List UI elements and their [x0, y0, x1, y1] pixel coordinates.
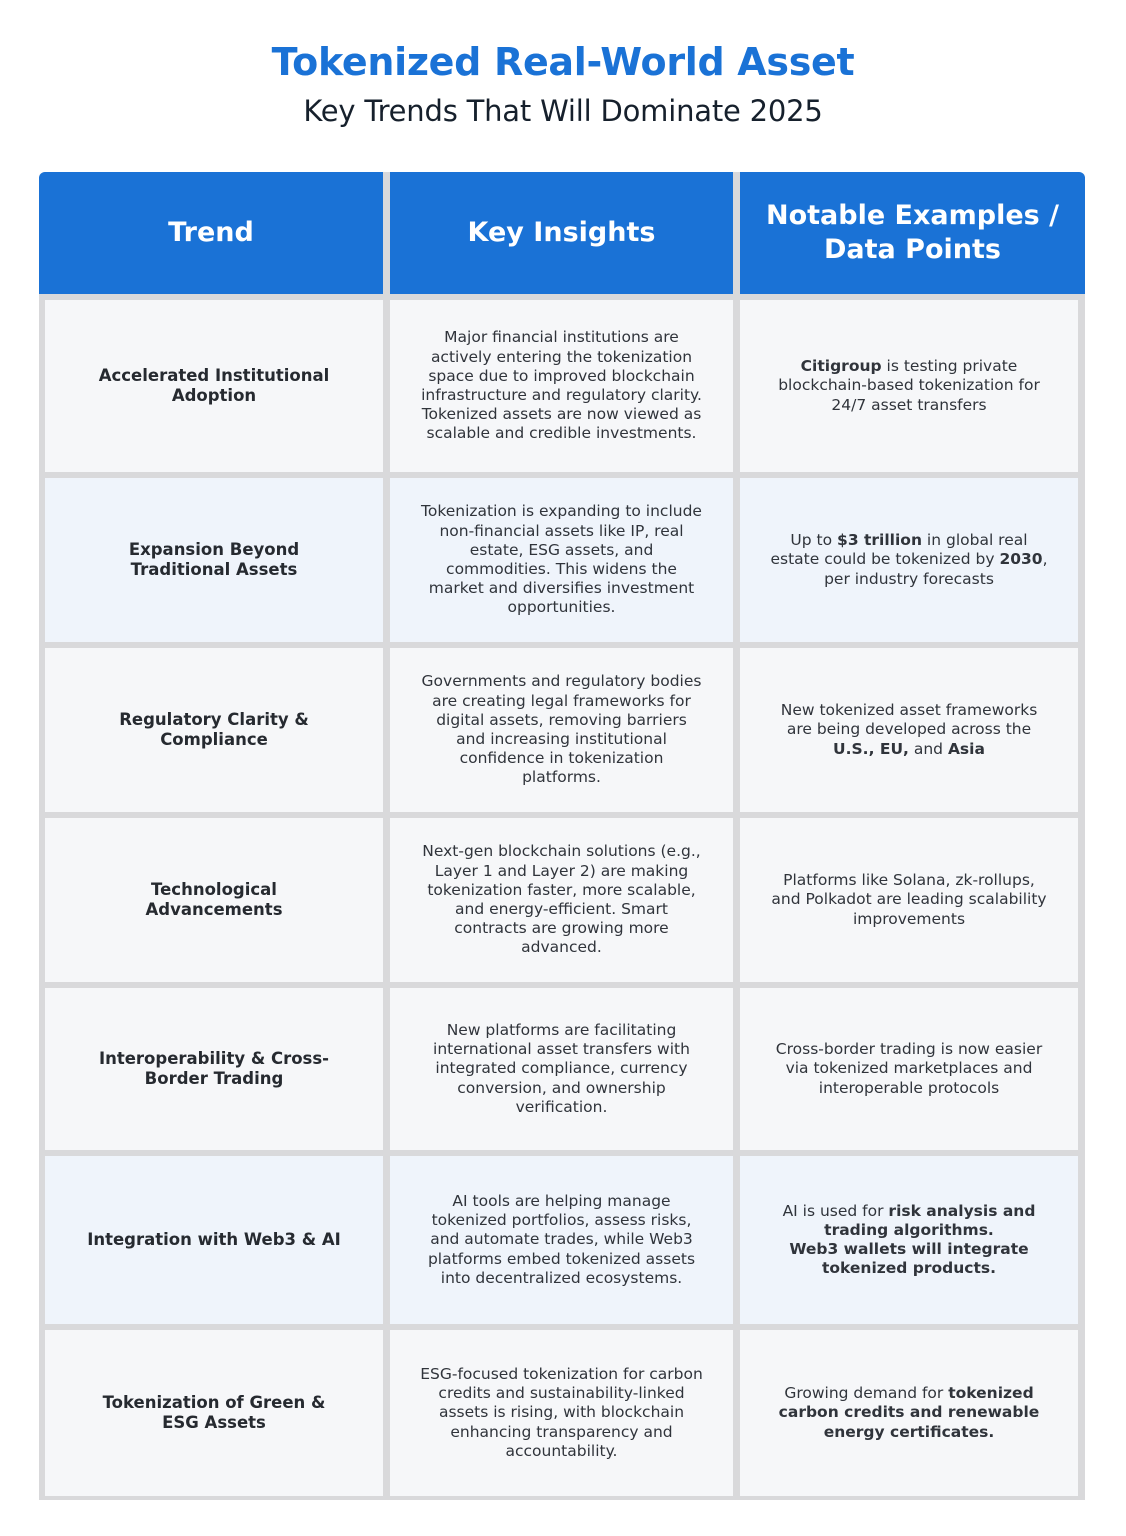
insight-cell: Next-gen blockchain solutions (e.g., Layer 1 and Layer 2) are making tokenization faster, more scalable, and energy-efficient. Smart contracts are growing more advanced. — [390, 818, 733, 982]
example-cell — [740, 818, 1078, 982]
example-highlight: tokenized carbon credits and renewable energy certificates. — [778, 1384, 1040, 1441]
example-highlight: $3 trillion — [837, 531, 922, 550]
example-text: in global real estate could be tokenized by — [770, 531, 1028, 569]
trend-cell: Interoperability & Cross-Border Trading — [45, 988, 383, 1150]
example-cell — [740, 648, 1078, 812]
trends-table — [39, 172, 1085, 1500]
header-trend: Trend — [39, 172, 383, 294]
example-text: AI is used for — [782, 1201, 889, 1220]
example-cell — [740, 1156, 1078, 1324]
example-text: is testing private blockchain-based tokenization for 24/7 asset transfers — [778, 357, 1040, 414]
example-cell — [740, 1330, 1078, 1496]
example-cell — [740, 300, 1078, 472]
example-cell — [740, 478, 1078, 642]
example-cell — [740, 988, 1078, 1150]
example-highlight: risk analysis and trading algorithms. — [824, 1201, 1036, 1239]
example-text: Growing demand for — [784, 1384, 949, 1403]
page-title: Tokenized Real-World Asset — [271, 40, 855, 84]
example-text: New tokenized asset frameworks are being developed across the — [780, 701, 1038, 739]
trend-cell: Tokenization of Green & ESG Assets — [45, 1330, 383, 1496]
insight-cell: New platforms are facilitating international asset transfers with integrated compliance, currency conversion, and ownership verification. — [390, 988, 733, 1150]
example-highlight: Asia — [947, 739, 985, 758]
header-key-insights: Key Insights — [390, 172, 733, 294]
insight-cell: Governments and regulatory bodies are creating legal frameworks for digital assets, removing barriers and increasing institutional confidence in tokenization platforms. — [390, 648, 733, 812]
example-text: Cross-border trading is now easier via tokenized marketplaces and interoperable protocols — [775, 1040, 1043, 1097]
insight-cell: AI tools are helping manage tokenized portfolios, assess risks, and automate trades, while Web3 platforms embed tokenized assets into decentralized ecosystems. — [390, 1156, 733, 1324]
example-highlight: Citigroup — [800, 357, 882, 376]
trend-cell: Expansion Beyond Traditional Assets — [45, 478, 383, 642]
trend-cell: Accelerated Institutional Adoption — [45, 300, 383, 472]
example-highlight: U.S., EU, — [833, 739, 909, 758]
insight-cell: Major financial institutions are actively entering the tokenization space due to improved blockchain infrastructure and regulatory clarity. Tokenized assets are now viewed as scalable and credible investments. — [390, 300, 733, 472]
insight-cell: Tokenization is expanding to include non-financial assets like IP, real estate, ESG assets, and commodities. This widens the market and diversifies investment opportunities. — [390, 478, 733, 642]
page-subtitle: Key Trends That Will Dominate 2025 — [303, 94, 823, 128]
example-text: , per industry forecasts — [824, 550, 1048, 588]
header-notable-examples: Notable Examples / Data Points — [740, 172, 1085, 294]
trend-cell: Technological Advancements — [45, 818, 383, 982]
trend-cell: Integration with Web3 & AI — [45, 1156, 383, 1324]
example-text: and — [908, 739, 948, 758]
example-highlight: Web3 wallets will integrate tokenized products. — [789, 1240, 1029, 1278]
trend-cell: Regulatory Clarity & Compliance — [45, 648, 383, 812]
example-text: Platforms like Solana, zk-rollups, and Polkadot are leading scalability improvements — [771, 871, 1047, 928]
example-highlight: 2030 — [999, 550, 1043, 569]
example-text: Up to — [790, 531, 838, 550]
insight-cell: ESG-focused tokenization for carbon credits and sustainability-linked assets is rising, with blockchain enhancing transparency and accountability. — [390, 1330, 733, 1496]
